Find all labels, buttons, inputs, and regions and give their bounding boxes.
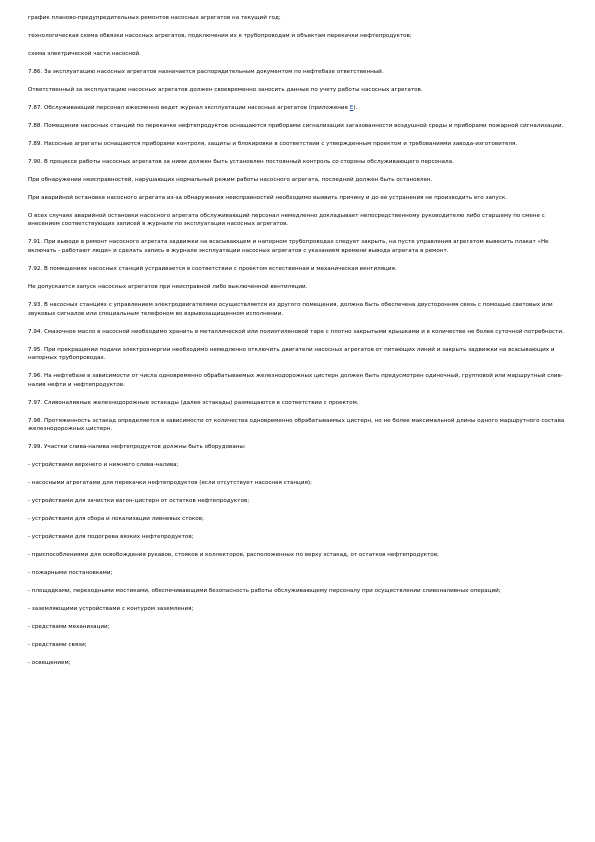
paragraph — [28, 238, 568, 255]
paragraph-text: Не допускается запуск насосных агрегатов при неисправной либо выключенной вентиляции. — [28, 283, 308, 290]
paragraph — [28, 14, 568, 23]
paragraph-text: 7.91. При выводе в ремонт насосного агрегата задвижки на всасывающем и напорном трубопроводах следует закрыть, на пусте управления агрегатом вывесить плакат «Не включать - работают люди» и сделать запись в журнале эксплуатации насосных агрегатов с указанием времени вывода агрегата в ремонт. — [28, 239, 549, 254]
paragraph — [28, 68, 568, 77]
paragraph — [28, 569, 568, 578]
paragraph-text: - насосными агрегатами для перекачки нефтепродуктов (если отсутствует насосная станция); — [28, 480, 312, 487]
paragraph-text: 7.86. За эксплуатацию насосных агрегатов назначается распорядительным документом по нефтебазе ответственный. — [28, 68, 384, 75]
paragraph-text: 7.93. В насосных станциях с управлением электродвигателями осуществляется из другого помещения, должна быть обеспечена двусторонняя связь с помощью световых или звуковых сигналов или специальным телефоном во взрывозащищенном исполнении. — [28, 301, 553, 317]
paragraph — [28, 140, 568, 149]
paragraph-text: 7.99. Участки слива-налива нефтепродуктов должны быть оборудованы: — [28, 444, 246, 451]
paragraph-text: - средствами механизации; — [28, 624, 110, 631]
appendix-link[interactable]: Е — [349, 104, 354, 111]
paragraph-text: - устройствами для зачистки вагон-цистерн от остатков нефтепродуктов; — [28, 498, 250, 505]
paragraph — [28, 587, 568, 596]
paragraph-text: - освещением; — [28, 660, 71, 667]
paragraph-text: схема электрической части насосной. — [28, 50, 141, 57]
paragraph — [28, 328, 568, 337]
paragraph — [28, 372, 568, 389]
paragraph-text: 7.90. В процессе работы насосных агрегатов за ними должен быть установлен постоянный контроль со стороны обслуживающего персонала. — [28, 158, 454, 165]
paragraph-text: 7.94. Смазочное масло в насосной необходимо хранить в металлической или полиэтиленовой таре с плотно закрытыми крышками и в количестве не более суточной потребности. — [28, 328, 564, 335]
paragraph — [28, 551, 568, 560]
paragraph-text: - приспособлениями для освобождения рукавов, стояков и коллекторов, расположенных по верху эстакад, от остатков нефтепродуктов; — [28, 552, 439, 559]
paragraph-text: Ответственный за эксплуатацию насосных агрегатов должен своевременно заносить данные по учету работы насосных агрегатов. — [28, 86, 423, 93]
paragraph-text: - площадками, переходными мостиками, обеспечивающими безопасность работы обслуживающему персоналу при осуществлении сливоналивных операций; — [28, 588, 501, 595]
paragraph-text: 7.98. Протяженность эстакад определяется в зависимости от количества одновременно обрабатываемых цистерн, но не более максимальной длины одного маршрутного состава железнодорожных цистерн. — [28, 417, 565, 433]
paragraph — [28, 533, 568, 542]
paragraph — [28, 158, 568, 167]
paragraph — [28, 346, 568, 363]
paragraph-text-tail: ). — [353, 104, 358, 111]
paragraph-text: - устройствами верхнего и нижнего слива-налива; — [28, 462, 179, 469]
paragraph — [28, 50, 568, 59]
paragraph — [28, 623, 568, 632]
paragraph-text: При аварийной остановке насосного агрегата из-за обнаружения неисправностей необходимо выявить причину и до ее устранения не производить его запуск. — [28, 194, 508, 201]
paragraph — [28, 479, 568, 488]
paragraph-text: - пожарными постановками; — [28, 570, 113, 577]
paragraph-text: При обнаружении неисправностей, нарушающих нормальный режим работы насосного агрегата, последний должен быть остановлен. — [28, 176, 433, 183]
paragraph — [28, 301, 568, 318]
paragraph — [28, 104, 568, 113]
paragraph — [28, 176, 568, 185]
paragraph-text: - устройствами для сбора и локализации ливневых стоков; — [28, 516, 204, 523]
paragraph — [28, 32, 568, 41]
paragraph — [28, 497, 568, 506]
paragraph-text: 7.96. На нефтебазе в зависимости от числа одновременно обрабатываемых железнодорожных цистерн должен быть предусмотрен одиночный, групповой или маршрутный слив-налив нефти и нефтепродуктов. — [28, 373, 563, 388]
paragraph — [28, 515, 568, 524]
paragraph — [28, 122, 568, 131]
paragraph-text: график планово-предупредительных ремонтов насосных агрегатов на текущий год; — [28, 15, 281, 21]
paragraph-text: - устройствами для подогрева вязких нефтепродуктов; — [28, 534, 194, 541]
paragraph — [28, 399, 568, 408]
paragraph — [28, 443, 568, 452]
paragraph — [28, 194, 568, 203]
paragraph-text: - средствами связи; — [28, 642, 87, 649]
paragraph — [28, 461, 568, 470]
paragraph-text: 7.92. В помещениях насосных станций устраивается в соответствии с проектом естественная и механическая вентиляция. — [28, 265, 397, 272]
paragraph — [28, 659, 568, 668]
paragraph-text: 7.87. Обслуживающий персонал ежесменно ведет журнал эксплуатации насосных агрегатов (приложение — [28, 104, 350, 111]
paragraph-text: 7.88. Помещения насосных станций по перекачке нефтепродуктов оснащаются приборами сигнализации загазованности воздушной среды и приборами пожарной сигнализации. — [28, 122, 564, 129]
paragraph — [28, 86, 568, 95]
paragraph — [28, 605, 568, 614]
paragraph — [28, 265, 568, 274]
paragraph-text: технологическая схема обвязки насосных агрегатов, подключения их к трубопроводам и объектам перекачки нефтепродуктов; — [28, 32, 412, 39]
paragraph-text: 7.95. При прекращении подачи электроэнергии необходимо немедленно отключить двигатели насосных агрегатов от питающих линий и закрыть задвижки на всасывающих и напорных трубопроводах. — [28, 346, 555, 362]
paragraph-text: - заземляющими устройствами с контуром заземления; — [28, 606, 194, 613]
paragraph — [28, 641, 568, 650]
paragraph — [28, 212, 568, 229]
paragraph-text: О всех случаях аварийной остановки насосного агрегата обслуживающий персонал немедленно докладывает непосредственному руководителю либо старшему по смене с внесением соответствующих записей в журнале по эксплуатации насосных агрегатов. — [28, 212, 545, 228]
paragraph — [28, 283, 568, 292]
document-page — [28, 14, 568, 668]
paragraph — [28, 417, 568, 434]
paragraph-text: 7.89. Насосные агрегаты оснащаются приборами контроля, защиты и блокировки в соответствии с утвержденным проектом и требованиями завода-изготовителя. — [28, 140, 518, 147]
paragraph-text: 7.97. Сливоналивные железнодорожные эстакады (далее эстакады) размещаются в соответствии с проектом. — [28, 399, 359, 406]
